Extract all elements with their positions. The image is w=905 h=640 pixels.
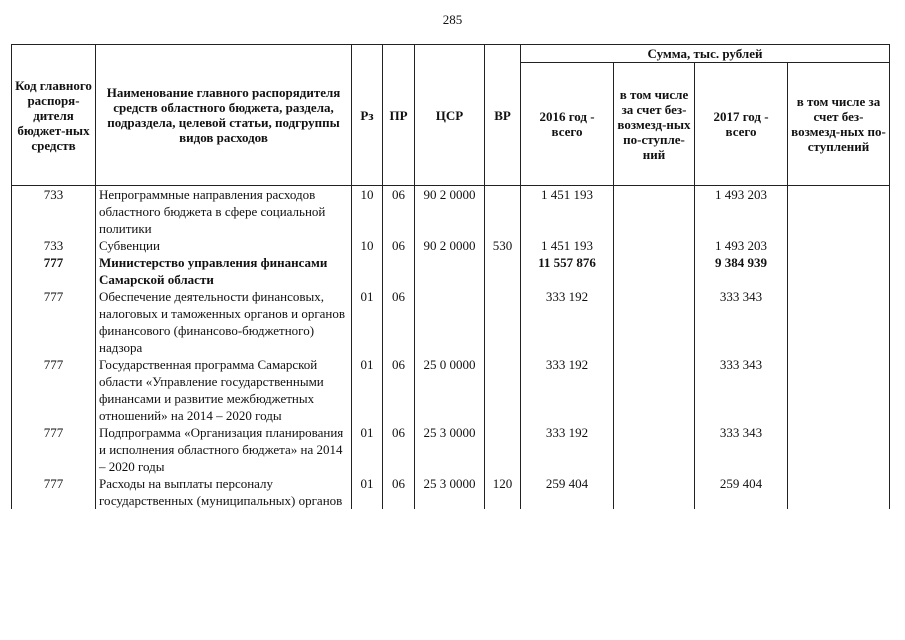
- cell-vr: [485, 254, 521, 288]
- cell-2016-total: 259 404: [521, 475, 614, 509]
- cell-pr: 06: [383, 356, 415, 424]
- cell-name: Подпрограмма «Организация планирования и исполнения областного бюджета» на 2014 – 2020 годы: [96, 424, 352, 475]
- cell-pr: 06: [383, 424, 415, 475]
- cell-csr: [415, 288, 485, 356]
- page-number: 285: [442, 12, 463, 27]
- cell-rz: 01: [352, 356, 383, 424]
- header-vr: ВР: [485, 45, 521, 186]
- cell-name: Министерство управления финансами Самарской области: [96, 254, 352, 288]
- cell-pr: 06: [383, 475, 415, 509]
- header-code: Код главного распоря-дителя бюджет-ных средств: [12, 45, 96, 186]
- cell-2016-total: 1 451 193: [521, 186, 614, 238]
- cell-rz: 10: [352, 186, 383, 238]
- cell-vr: [485, 356, 521, 424]
- cell-2017-total: 9 384 939: [695, 254, 788, 288]
- header-2016-free: в том числе за счет без-возмезд-ных по-ступле-ний: [614, 63, 695, 186]
- cell-2017-total: 333 343: [695, 288, 788, 356]
- cell-name: Расходы на выплаты персоналу государственных (муниципальных) органов: [96, 475, 352, 509]
- cell-2017-total: 333 343: [695, 356, 788, 424]
- cell-code: 733: [12, 237, 96, 254]
- header-pr: ПР: [383, 45, 415, 186]
- cell-csr: 25 3 0000: [415, 475, 485, 509]
- cell-vr: 530: [485, 237, 521, 254]
- header-name: Наименование главного распорядителя средств областного бюджета, раздела, подраздела, целевой статьи, подгруппы видов расходов: [96, 45, 352, 186]
- cell-2016-free: [614, 288, 695, 356]
- cell-code: 733: [12, 186, 96, 238]
- cell-2017-free: [788, 288, 890, 356]
- table-row: [12, 424, 890, 475]
- cell-rz: [352, 254, 383, 288]
- table-body: [12, 186, 890, 510]
- header-2017-free: в том числе за счет без-возмезд-ных по-ступлений: [788, 63, 890, 186]
- header-sum-group: Сумма, тыс. рублей: [521, 45, 890, 63]
- cell-name: Государственная программа Самарской области «Управление государственными финансами и развитие межбюджетных отношений» на 2014 – 2020 годы: [96, 356, 352, 424]
- cell-pr: 06: [383, 237, 415, 254]
- cell-2017-total: 1 493 203: [695, 186, 788, 238]
- cell-2016-total: 11 557 876: [521, 254, 614, 288]
- cell-2017-free: [788, 186, 890, 238]
- cell-pr: [383, 254, 415, 288]
- table-row: [12, 356, 890, 424]
- table-row: [12, 237, 890, 254]
- table-row: [12, 186, 890, 238]
- cell-2017-free: [788, 424, 890, 475]
- cell-2017-free: [788, 475, 890, 509]
- header-2016-total: 2016 год - всего: [521, 63, 614, 186]
- cell-2017-total: 333 343: [695, 424, 788, 475]
- cell-vr: [485, 424, 521, 475]
- cell-name: Субвенции: [96, 237, 352, 254]
- cell-2016-total: 333 192: [521, 288, 614, 356]
- cell-vr: [485, 288, 521, 356]
- cell-2017-free: [788, 254, 890, 288]
- cell-2016-free: [614, 254, 695, 288]
- cell-rz: 10: [352, 237, 383, 254]
- cell-vr: [485, 186, 521, 238]
- cell-2016-free: [614, 475, 695, 509]
- header-rz: Рз: [352, 45, 383, 186]
- cell-code: 777: [12, 424, 96, 475]
- cell-2017-total: 259 404: [695, 475, 788, 509]
- cell-2016-total: 333 192: [521, 356, 614, 424]
- cell-pr: 06: [383, 288, 415, 356]
- cell-pr: 06: [383, 186, 415, 238]
- cell-csr: 90 2 0000: [415, 237, 485, 254]
- table-header: [12, 45, 890, 186]
- cell-code: 777: [12, 475, 96, 509]
- header-csr: ЦСР: [415, 45, 485, 186]
- cell-csr: 90 2 0000: [415, 186, 485, 238]
- cell-name: Непрограммные направления расходов областного бюджета в сфере социальной политики: [96, 186, 352, 238]
- table-row: [12, 288, 890, 356]
- cell-vr: 120: [485, 475, 521, 509]
- cell-rz: 01: [352, 424, 383, 475]
- cell-rz: 01: [352, 475, 383, 509]
- cell-2017-total: 1 493 203: [695, 237, 788, 254]
- cell-csr: 25 0 0000: [415, 356, 485, 424]
- cell-2016-total: 333 192: [521, 424, 614, 475]
- cell-2017-free: [788, 356, 890, 424]
- cell-csr: 25 3 0000: [415, 424, 485, 475]
- table-row: [12, 254, 890, 288]
- cell-csr: [415, 254, 485, 288]
- header-2017-total: 2017 год - всего: [695, 63, 788, 186]
- cell-code: 777: [12, 356, 96, 424]
- cell-code: 777: [12, 288, 96, 356]
- cell-2016-free: [614, 424, 695, 475]
- cell-2017-free: [788, 237, 890, 254]
- cell-2016-free: [614, 237, 695, 254]
- cell-code: 777: [12, 254, 96, 288]
- cell-2016-free: [614, 186, 695, 238]
- cell-rz: 01: [352, 288, 383, 356]
- budget-table: [11, 44, 890, 509]
- cell-2016-total: 1 451 193: [521, 237, 614, 254]
- cell-2016-free: [614, 356, 695, 424]
- table-row: [12, 475, 890, 509]
- cell-name: Обеспечение деятельности финансовых, налоговых и таможенных органов и органов финансового (финансово-бюджетного) надзора: [96, 288, 352, 356]
